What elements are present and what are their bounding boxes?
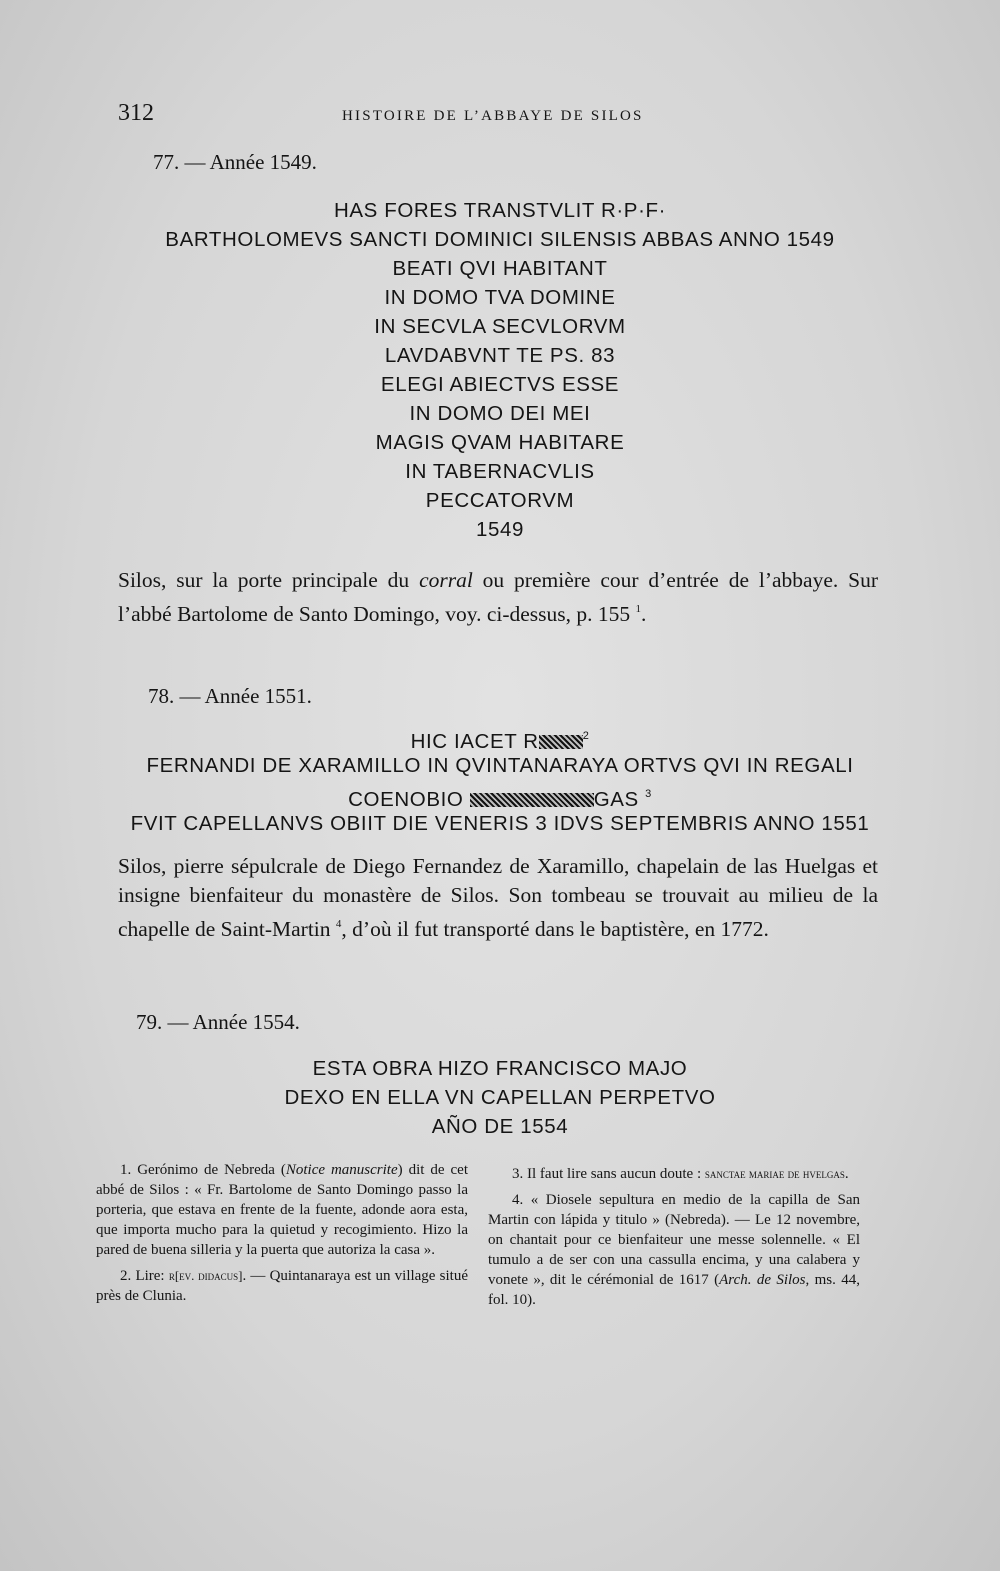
- inscription-line: IN DOMO TVA DOMINE: [384, 286, 616, 309]
- footnote-text: 2. Lire:: [120, 1268, 169, 1284]
- commentary-text: , d’où il fut transporté dans le baptistère, en 1772.: [341, 917, 769, 941]
- footnote-italic: Arch. de Silos: [719, 1272, 806, 1288]
- page-number: 312: [118, 100, 154, 126]
- footnote-text: 1. Gerónimo de Nebreda (: [120, 1162, 286, 1178]
- inscription-line: ESTA OBRA HIZO FRANCISCO MAJO: [312, 1057, 688, 1080]
- inscription-text: HIC IACET R: [410, 730, 539, 753]
- inscription-77: [70, 196, 930, 544]
- entry-77-heading: 77. — Année 1549.: [153, 150, 317, 174]
- footnote-ref: 3: [645, 788, 652, 800]
- footnotes-right-column: [488, 1164, 860, 1316]
- footnotes-left-column: [96, 1160, 468, 1312]
- inscription-line: [60, 780, 940, 809]
- footnote-ref: 2: [582, 730, 590, 742]
- erased-text-mark: [470, 793, 594, 807]
- entry-77-commentary: [118, 566, 878, 629]
- inscription-line: AÑO DE 1554: [431, 1115, 569, 1138]
- footnote-ref: 1: [635, 603, 642, 615]
- footnote-text: ) dit de cet abbé de Silos : « Fr. Bartolome de Santo Domingo passo la porteria, que estava en frente de la fuente, adonde aora esta, que importa mucho para la quietud y recogimiento. Hizo la pared de buena silleria y la puerta que autoriza la casa ».: [96, 1162, 468, 1258]
- footnote-text: 3. Il faut lire sans aucun doute :: [512, 1166, 705, 1182]
- inscription-line: ELEGI ABIECTVS ESSE: [380, 373, 620, 396]
- footnote-ref: 4: [335, 918, 342, 930]
- running-title: HISTOIRE DE L’ABBAYE DE SILOS: [342, 108, 644, 124]
- footnote-text: 4. « Diosele sepultura en medio de la capilla de San Martin con lápida y titulo » (Nebreda). — Le 12 novembre, on chantait pour ce bienfaiteur une messe solennelle. « El tumulo a de ser con una cassulla encima, y una calabera y vonete », dit le cérémonial de 1617 (: [488, 1192, 860, 1288]
- footnote-4: [488, 1190, 860, 1310]
- inscription-text: COENOBIO: [348, 788, 470, 811]
- inscription-line: IN DOMO DEI MEI: [409, 402, 591, 425]
- footnote-text: . — Quintanaraya est un village situé près de Clunia.: [96, 1268, 468, 1304]
- entry-78-heading: 78. — Année 1551.: [148, 684, 312, 708]
- commentary-italic: corral: [419, 568, 473, 592]
- commentary-text: .: [641, 602, 647, 626]
- entry-79-heading: 79. — Année 1554.: [136, 1010, 300, 1034]
- inscription-line: 1549: [475, 518, 524, 541]
- inscription-79: [70, 1054, 930, 1141]
- inscription-line: LAVDABVNT TE PS. 83: [384, 344, 616, 367]
- page-header: [118, 100, 878, 130]
- inscription-line: [60, 722, 940, 751]
- footnote-text: .: [844, 1166, 849, 1182]
- inscription-line: DEXO EN ELLA VN CAPELLAN PERPETVO: [284, 1086, 716, 1109]
- footnote-3: [488, 1164, 860, 1184]
- entry-78-commentary: [118, 852, 878, 944]
- footnote-text: , ms. 44, fol. 10).: [488, 1272, 860, 1308]
- inscription-line: MAGIS QVAM HABITARE: [375, 431, 625, 454]
- footnotes: [96, 1160, 906, 1400]
- inscription-line: BARTHOLOMEVS SANCTI DOMINICI SILENSIS ABBAS ANNO 1549: [165, 228, 835, 251]
- footnote-smallcaps: r[ev. didacus]: [168, 1268, 243, 1283]
- inscription-78: [60, 722, 940, 838]
- inscription-line: PECCATORVM: [425, 489, 575, 512]
- commentary-text: ou première cour d’entrée de l’abbaye. Sur l’abbé Bartolome de Santo Domingo, voy. ci-dessus, p. 155: [118, 568, 878, 626]
- commentary-text: Silos, sur la porte principale du: [118, 568, 420, 592]
- footnote-2: [96, 1266, 468, 1306]
- erased-text-mark: [539, 735, 583, 749]
- footnote-smallcaps: sanctae mariae de hvelgas: [704, 1166, 845, 1181]
- inscription-line: BEATI QVI HABITANT: [392, 257, 608, 280]
- commentary-text: Silos, pierre sépulcrale de Diego Fernandez de Xaramillo, chapelain de las Huelgas et insigne bienfaiteur du monastère de Silos. Son tombeau se trouvait au milieu de la chapelle de Saint-Martin: [118, 854, 878, 941]
- inscription-text: GAS: [593, 788, 646, 811]
- inscription-line: IN TABERNACVLIS: [405, 460, 595, 483]
- footnote-1: [96, 1160, 468, 1260]
- inscription-line: IN SECVLA SECVLORVM: [374, 315, 626, 338]
- inscription-line: FERNANDI DE XARAMILLO IN QVINTANARAYA ORTVS QVI IN REGALI: [146, 754, 854, 777]
- inscription-line: FVIT CAPELLANVS OBIIT DIE VENERIS 3 IDVS SEPTEMBRIS ANNO 1551: [130, 812, 870, 835]
- inscription-line: HAS FORES TRANSTVLIT R·P·F·: [333, 199, 667, 222]
- footnote-italic: Notice manuscrite: [285, 1162, 398, 1178]
